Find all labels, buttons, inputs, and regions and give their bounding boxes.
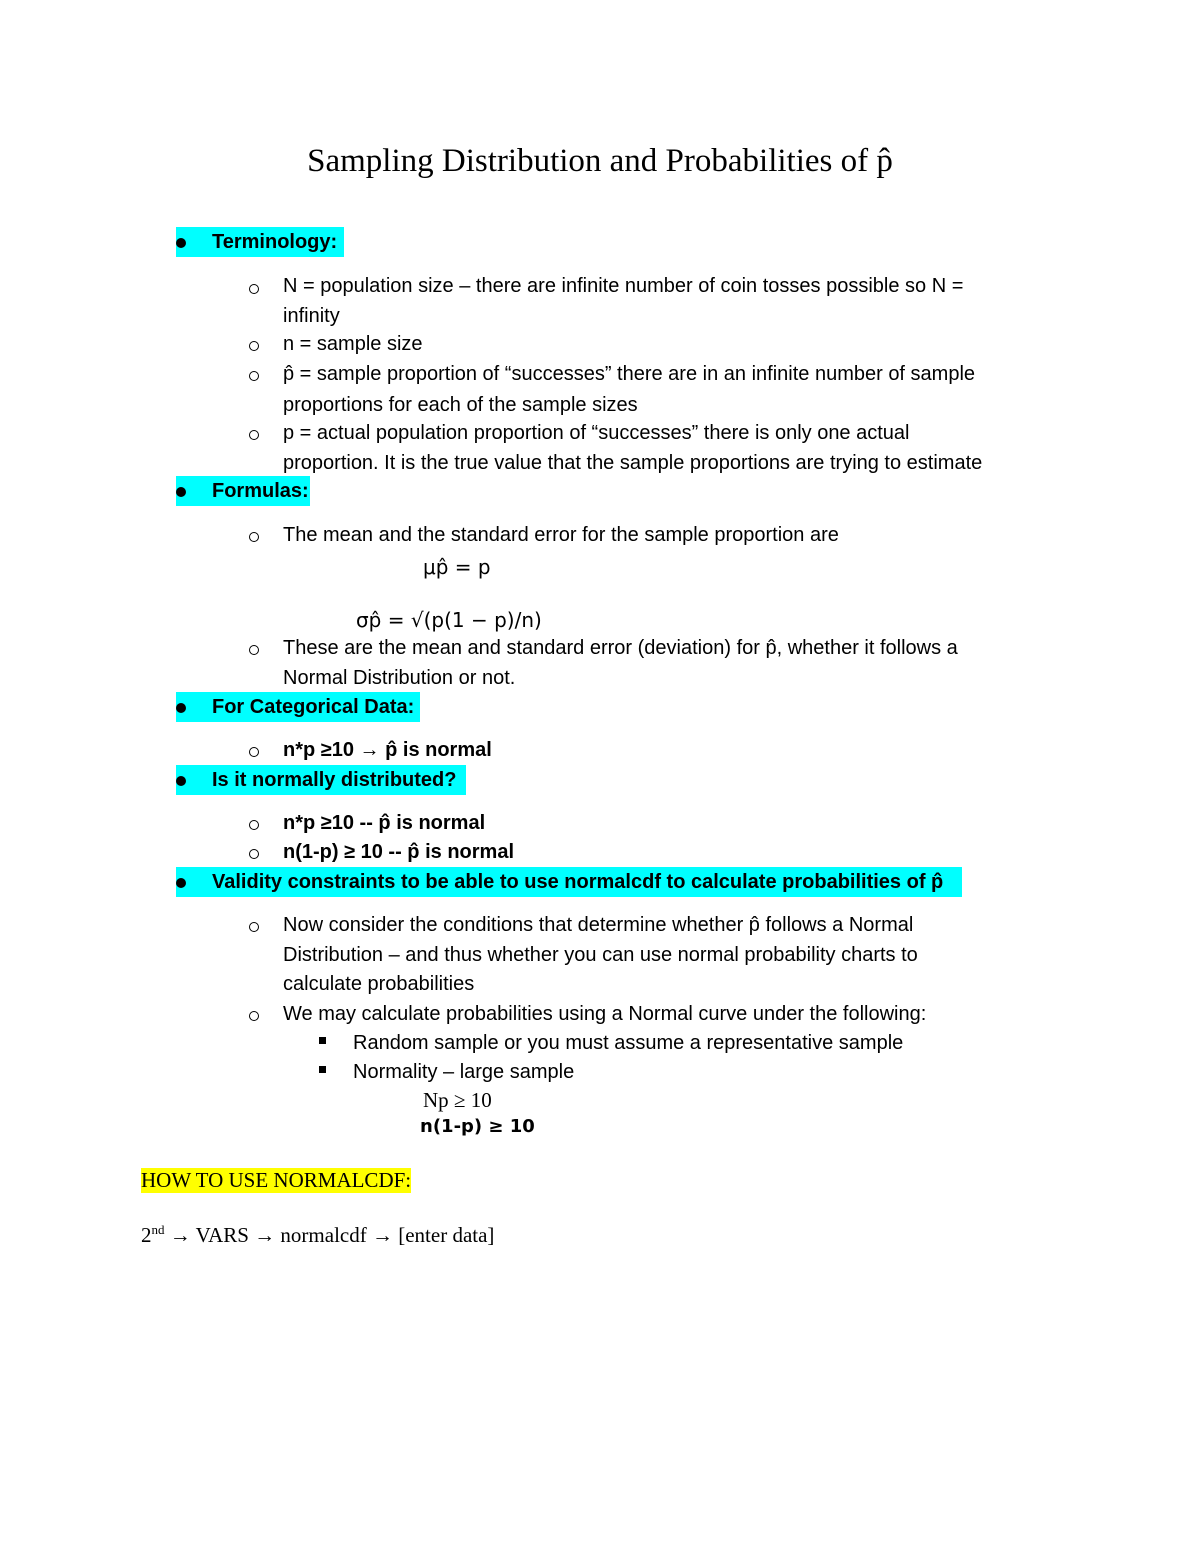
validity-item: We may calculate probabilities using a Normal curve under the following: (283, 1003, 927, 1025)
circle-bullet-icon (249, 371, 259, 381)
normality-item: n*p ≥10 -- p̂ is normal (283, 812, 486, 834)
circle-bullet-icon (249, 284, 259, 294)
term-item: p = actual population proportion of “successes” there is only one actual (283, 422, 910, 444)
standard-error-formula: σp̂ = √(p(1 − p)/n) (356, 608, 542, 632)
page-title: Sampling Distribution and Probabilities of p̂ (307, 143, 893, 179)
validity-item-cont: Distribution – and thus whether you can use normal probability charts to (283, 944, 918, 966)
condition-np: Np ≥ 10 (423, 1088, 492, 1112)
validity-subitem: Random sample or you must assume a representative sample (353, 1032, 904, 1054)
howto-steps: 2nd → VARS → normalcdf → [enter data] (141, 1222, 495, 1247)
circle-bullet-icon (249, 532, 259, 542)
circle-bullet-icon (249, 341, 259, 351)
circle-bullet-icon (249, 747, 259, 757)
term-item-cont: infinity (283, 305, 340, 327)
term-item: p̂ = sample proportion of “successes” there are in an infinite number of sample (283, 363, 976, 385)
formulas-heading: Formulas: (212, 480, 309, 502)
bullet-icon (176, 776, 186, 786)
validity-heading: Validity constraints to be able to use normalcdf to calculate probabilities of p̂ (212, 871, 944, 893)
circle-bullet-icon (249, 922, 259, 932)
formulas-item: These are the mean and standard error (deviation) for p̂, whether it follows a (283, 637, 958, 659)
term-item-cont: proportion. It is the true value that the sample proportions are trying to estimate (283, 452, 983, 474)
validity-item-cont: calculate probabilities (283, 973, 475, 995)
circle-bullet-icon (249, 1011, 259, 1021)
normality-item: n(1-p) ≥ 10 -- p̂ is normal (283, 841, 514, 863)
bullet-icon (176, 878, 186, 888)
terminology-heading: Terminology: (212, 231, 338, 253)
circle-bullet-icon (249, 849, 259, 859)
bullet-icon (176, 238, 186, 248)
circle-bullet-icon (249, 645, 259, 655)
validity-item: Now consider the conditions that determine whether p̂ follows a Normal (283, 914, 914, 936)
categorical-heading: For Categorical Data: (212, 696, 415, 718)
condition-n1p: n(1-p) ≥ 10 (420, 1116, 535, 1137)
normality-heading: Is it normally distributed? (212, 769, 457, 791)
formulas-item-cont: Normal Distribution or not. (283, 667, 516, 689)
bullet-icon (176, 703, 186, 713)
square-bullet-icon (319, 1037, 326, 1044)
circle-bullet-icon (249, 430, 259, 440)
square-bullet-icon (319, 1066, 326, 1073)
mean-formula: μp̂ = p (423, 555, 491, 579)
circle-bullet-icon (249, 820, 259, 830)
categorical-item: n*p ≥10 → p̂ is normal (283, 739, 492, 761)
term-item: n = sample size (283, 333, 423, 355)
term-item-cont: proportions for each of the sample sizes (283, 394, 638, 416)
formulas-item: The mean and the standard error for the sample proportion are (283, 524, 839, 546)
validity-subitem: Normality – large sample (353, 1061, 575, 1083)
term-item: N = population size – there are infinite number of coin tosses possible so N = (283, 275, 964, 297)
howto-heading: HOW TO USE NORMALCDF: (141, 1168, 412, 1192)
bullet-icon (176, 487, 186, 497)
